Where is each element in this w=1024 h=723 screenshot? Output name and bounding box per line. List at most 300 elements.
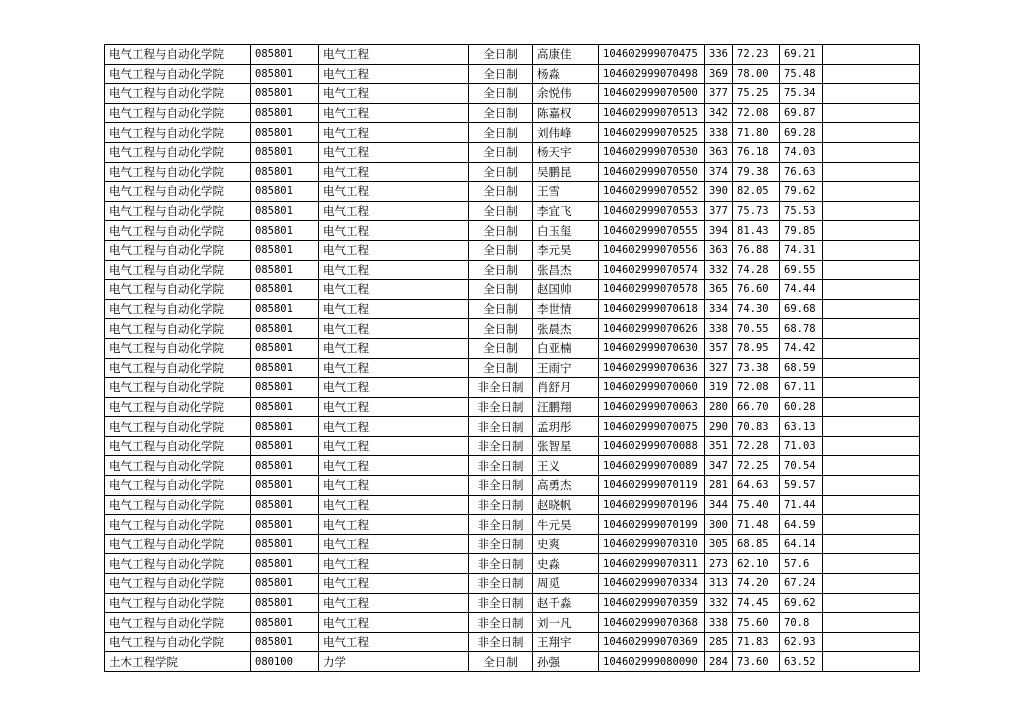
- cell-remark: [823, 299, 920, 319]
- cell-remark: [823, 397, 920, 417]
- cell-study-type: 全日制: [469, 123, 533, 143]
- cell-name: 吴鹏昆: [533, 162, 599, 182]
- cell-major-code: 085801: [251, 142, 319, 162]
- table-row: [105, 162, 920, 182]
- table-row: [105, 495, 920, 515]
- cell-major: 电气工程: [319, 476, 469, 496]
- cell-retest: 70.55: [733, 319, 780, 339]
- table-row: [105, 534, 920, 554]
- cell-college: 电气工程与自动化学院: [105, 593, 251, 613]
- table-row: [105, 652, 920, 672]
- cell-major-code: 085801: [251, 103, 319, 123]
- cell-study-type: 全日制: [469, 240, 533, 260]
- cell-retest: 62.10: [733, 554, 780, 574]
- cell-study-type: 全日制: [469, 319, 533, 339]
- cell-name: 刘一凡: [533, 613, 599, 633]
- cell-total: 71.03: [780, 436, 823, 456]
- cell-major: 电气工程: [319, 280, 469, 300]
- cell-major: 电气工程: [319, 201, 469, 221]
- cell-exam-id: 104602999070618: [599, 299, 705, 319]
- cell-study-type: 全日制: [469, 338, 533, 358]
- cell-major: 电气工程: [319, 162, 469, 182]
- cell-prelim: 305: [705, 534, 733, 554]
- cell-total: 79.85: [780, 221, 823, 241]
- cell-college: 土木工程学院: [105, 652, 251, 672]
- cell-college: 电气工程与自动化学院: [105, 495, 251, 515]
- cell-college: 电气工程与自动化学院: [105, 221, 251, 241]
- cell-retest: 74.20: [733, 574, 780, 594]
- cell-exam-id: 104602999070311: [599, 554, 705, 574]
- cell-name: 陈嘉权: [533, 103, 599, 123]
- cell-college: 电气工程与自动化学院: [105, 436, 251, 456]
- table-row: [105, 221, 920, 241]
- cell-exam-id: 104602999070199: [599, 515, 705, 535]
- cell-retest: 75.73: [733, 201, 780, 221]
- cell-major: 电气工程: [319, 260, 469, 280]
- cell-major: 电气工程: [319, 123, 469, 143]
- cell-exam-id: 104602999070475: [599, 45, 705, 65]
- cell-remark: [823, 495, 920, 515]
- cell-exam-id: 104602999070498: [599, 64, 705, 84]
- cell-major-code: 085801: [251, 495, 319, 515]
- cell-total: 68.59: [780, 358, 823, 378]
- cell-college: 电气工程与自动化学院: [105, 358, 251, 378]
- cell-name: 王义: [533, 456, 599, 476]
- cell-total: 70.54: [780, 456, 823, 476]
- cell-exam-id: 104602999070530: [599, 142, 705, 162]
- cell-exam-id: 104602999070626: [599, 319, 705, 339]
- table-row: [105, 240, 920, 260]
- cell-exam-id: 104602999070525: [599, 123, 705, 143]
- cell-remark: [823, 632, 920, 652]
- cell-remark: [823, 534, 920, 554]
- cell-exam-id: 104602999070060: [599, 378, 705, 398]
- cell-exam-id: 104602999070555: [599, 221, 705, 241]
- cell-total: 79.62: [780, 182, 823, 202]
- cell-remark: [823, 182, 920, 202]
- cell-remark: [823, 240, 920, 260]
- table-body: [105, 45, 920, 672]
- cell-study-type: 非全日制: [469, 574, 533, 594]
- table-row: [105, 515, 920, 535]
- cell-remark: [823, 162, 920, 182]
- cell-major: 电气工程: [319, 456, 469, 476]
- cell-retest: 75.40: [733, 495, 780, 515]
- cell-college: 电气工程与自动化学院: [105, 64, 251, 84]
- cell-major: 电气工程: [319, 142, 469, 162]
- cell-major: 电气工程: [319, 613, 469, 633]
- cell-exam-id: 104602999070089: [599, 456, 705, 476]
- cell-college: 电气工程与自动化学院: [105, 260, 251, 280]
- cell-exam-id: 104602999070368: [599, 613, 705, 633]
- cell-major: 电气工程: [319, 593, 469, 613]
- score-table: [104, 44, 920, 672]
- cell-remark: [823, 84, 920, 104]
- cell-prelim: 284: [705, 652, 733, 672]
- cell-college: 电气工程与自动化学院: [105, 515, 251, 535]
- cell-exam-id: 104602999070359: [599, 593, 705, 613]
- cell-major: 电气工程: [319, 515, 469, 535]
- cell-major-code: 085801: [251, 417, 319, 437]
- cell-exam-id: 104602999070636: [599, 358, 705, 378]
- cell-retest: 81.43: [733, 221, 780, 241]
- cell-total: 69.55: [780, 260, 823, 280]
- cell-study-type: 全日制: [469, 103, 533, 123]
- cell-name: 史爽: [533, 534, 599, 554]
- cell-retest: 76.18: [733, 142, 780, 162]
- cell-exam-id: 104602999070063: [599, 397, 705, 417]
- cell-college: 电气工程与自动化学院: [105, 142, 251, 162]
- cell-retest: 66.70: [733, 397, 780, 417]
- cell-major-code: 085801: [251, 574, 319, 594]
- cell-prelim: 342: [705, 103, 733, 123]
- cell-college: 电气工程与自动化学院: [105, 319, 251, 339]
- cell-remark: [823, 338, 920, 358]
- cell-retest: 70.83: [733, 417, 780, 437]
- cell-total: 60.28: [780, 397, 823, 417]
- cell-retest: 64.63: [733, 476, 780, 496]
- cell-prelim: 347: [705, 456, 733, 476]
- cell-major: 电气工程: [319, 45, 469, 65]
- cell-college: 电气工程与自动化学院: [105, 182, 251, 202]
- cell-name: 史淼: [533, 554, 599, 574]
- cell-retest: 71.83: [733, 632, 780, 652]
- cell-name: 孟玥彤: [533, 417, 599, 437]
- cell-study-type: 非全日制: [469, 456, 533, 476]
- cell-prelim: 390: [705, 182, 733, 202]
- cell-retest: 75.60: [733, 613, 780, 633]
- cell-college: 电气工程与自动化学院: [105, 162, 251, 182]
- cell-total: 76.63: [780, 162, 823, 182]
- table-row: [105, 182, 920, 202]
- cell-name: 牛元昊: [533, 515, 599, 535]
- cell-major-code: 085801: [251, 358, 319, 378]
- cell-total: 64.14: [780, 534, 823, 554]
- cell-prelim: 338: [705, 613, 733, 633]
- cell-study-type: 非全日制: [469, 534, 533, 554]
- cell-major-code: 085801: [251, 476, 319, 496]
- table-row: [105, 417, 920, 437]
- cell-total: 69.21: [780, 45, 823, 65]
- cell-retest: 82.05: [733, 182, 780, 202]
- cell-college: 电气工程与自动化学院: [105, 280, 251, 300]
- cell-prelim: 313: [705, 574, 733, 594]
- cell-prelim: 365: [705, 280, 733, 300]
- cell-study-type: 非全日制: [469, 436, 533, 456]
- cell-study-type: 全日制: [469, 182, 533, 202]
- cell-remark: [823, 378, 920, 398]
- cell-major: 电气工程: [319, 554, 469, 574]
- cell-prelim: 369: [705, 64, 733, 84]
- cell-name: 杨淼: [533, 64, 599, 84]
- cell-total: 69.68: [780, 299, 823, 319]
- cell-prelim: 344: [705, 495, 733, 515]
- cell-remark: [823, 123, 920, 143]
- cell-total: 57.6: [780, 554, 823, 574]
- cell-name: 张智星: [533, 436, 599, 456]
- table-row: [105, 319, 920, 339]
- cell-name: 李世情: [533, 299, 599, 319]
- cell-college: 电气工程与自动化学院: [105, 338, 251, 358]
- cell-exam-id: 104602999070553: [599, 201, 705, 221]
- cell-prelim: 363: [705, 142, 733, 162]
- cell-major-code: 085801: [251, 182, 319, 202]
- table-row: [105, 123, 920, 143]
- cell-college: 电气工程与自动化学院: [105, 378, 251, 398]
- cell-major-code: 085801: [251, 515, 319, 535]
- cell-major: 电气工程: [319, 632, 469, 652]
- cell-college: 电气工程与自动化学院: [105, 397, 251, 417]
- table-row: [105, 554, 920, 574]
- cell-study-type: 全日制: [469, 260, 533, 280]
- cell-remark: [823, 221, 920, 241]
- cell-college: 电气工程与自动化学院: [105, 456, 251, 476]
- cell-study-type: 非全日制: [469, 515, 533, 535]
- cell-prelim: 351: [705, 436, 733, 456]
- cell-total: 59.57: [780, 476, 823, 496]
- table-row: [105, 84, 920, 104]
- cell-major-code: 085801: [251, 260, 319, 280]
- cell-prelim: 300: [705, 515, 733, 535]
- cell-prelim: 332: [705, 593, 733, 613]
- cell-exam-id: 104602999070088: [599, 436, 705, 456]
- cell-study-type: 非全日制: [469, 397, 533, 417]
- cell-name: 高康佳: [533, 45, 599, 65]
- cell-study-type: 全日制: [469, 299, 533, 319]
- cell-study-type: 非全日制: [469, 476, 533, 496]
- cell-college: 电气工程与自动化学院: [105, 476, 251, 496]
- cell-prelim: 334: [705, 299, 733, 319]
- cell-name: 高勇杰: [533, 476, 599, 496]
- cell-retest: 72.08: [733, 103, 780, 123]
- cell-major-code: 085801: [251, 613, 319, 633]
- cell-name: 李元昊: [533, 240, 599, 260]
- cell-study-type: 全日制: [469, 201, 533, 221]
- cell-study-type: 全日制: [469, 358, 533, 378]
- cell-major-code: 085801: [251, 201, 319, 221]
- cell-retest: 72.25: [733, 456, 780, 476]
- table-row: [105, 299, 920, 319]
- cell-total: 71.44: [780, 495, 823, 515]
- cell-remark: [823, 358, 920, 378]
- cell-remark: [823, 476, 920, 496]
- cell-name: 王雪: [533, 182, 599, 202]
- cell-college: 电气工程与自动化学院: [105, 632, 251, 652]
- cell-retest: 74.28: [733, 260, 780, 280]
- cell-major-code: 085801: [251, 123, 319, 143]
- cell-study-type: 非全日制: [469, 613, 533, 633]
- cell-study-type: 全日制: [469, 45, 533, 65]
- cell-name: 肖舒月: [533, 378, 599, 398]
- cell-major-code: 085801: [251, 338, 319, 358]
- cell-study-type: 全日制: [469, 84, 533, 104]
- cell-college: 电气工程与自动化学院: [105, 45, 251, 65]
- cell-college: 电气工程与自动化学院: [105, 240, 251, 260]
- cell-major-code: 085801: [251, 436, 319, 456]
- cell-name: 白玉玺: [533, 221, 599, 241]
- cell-exam-id: 104602999070550: [599, 162, 705, 182]
- table-row: [105, 378, 920, 398]
- cell-retest: 73.38: [733, 358, 780, 378]
- cell-total: 70.8: [780, 613, 823, 633]
- cell-exam-id: 104602999070578: [599, 280, 705, 300]
- table-row: [105, 45, 920, 65]
- cell-remark: [823, 554, 920, 574]
- cell-name: 白亚楠: [533, 338, 599, 358]
- cell-remark: [823, 260, 920, 280]
- cell-major: 电气工程: [319, 534, 469, 554]
- cell-college: 电气工程与自动化学院: [105, 613, 251, 633]
- cell-retest: 68.85: [733, 534, 780, 554]
- cell-retest: 71.48: [733, 515, 780, 535]
- cell-total: 75.34: [780, 84, 823, 104]
- cell-major-code: 085801: [251, 397, 319, 417]
- cell-major: 电气工程: [319, 319, 469, 339]
- cell-major: 电气工程: [319, 338, 469, 358]
- cell-major: 电气工程: [319, 64, 469, 84]
- cell-total: 74.42: [780, 338, 823, 358]
- cell-prelim: 280: [705, 397, 733, 417]
- cell-name: 李宜飞: [533, 201, 599, 221]
- cell-major-code: 085801: [251, 162, 319, 182]
- cell-retest: 72.23: [733, 45, 780, 65]
- cell-prelim: 377: [705, 201, 733, 221]
- cell-study-type: 非全日制: [469, 495, 533, 515]
- cell-retest: 74.30: [733, 299, 780, 319]
- cell-total: 67.11: [780, 378, 823, 398]
- cell-study-type: 非全日制: [469, 593, 533, 613]
- table-row: [105, 613, 920, 633]
- cell-college: 电气工程与自动化学院: [105, 574, 251, 594]
- cell-exam-id: 104602999070556: [599, 240, 705, 260]
- cell-total: 69.62: [780, 593, 823, 613]
- cell-prelim: 285: [705, 632, 733, 652]
- cell-major-code: 085801: [251, 45, 319, 65]
- table-row: [105, 593, 920, 613]
- cell-major-code: 085801: [251, 632, 319, 652]
- cell-total: 74.44: [780, 280, 823, 300]
- cell-retest: 79.38: [733, 162, 780, 182]
- cell-major-code: 085801: [251, 64, 319, 84]
- cell-name: 汪鹏翔: [533, 397, 599, 417]
- cell-exam-id: 104602999070630: [599, 338, 705, 358]
- cell-major: 电气工程: [319, 221, 469, 241]
- cell-total: 63.52: [780, 652, 823, 672]
- cell-exam-id: 104602999070513: [599, 103, 705, 123]
- cell-prelim: 327: [705, 358, 733, 378]
- cell-major-code: 085801: [251, 554, 319, 574]
- cell-study-type: 全日制: [469, 280, 533, 300]
- cell-study-type: 全日制: [469, 142, 533, 162]
- cell-prelim: 357: [705, 338, 733, 358]
- cell-major: 电气工程: [319, 436, 469, 456]
- cell-retest: 71.80: [733, 123, 780, 143]
- cell-total: 67.24: [780, 574, 823, 594]
- cell-total: 74.03: [780, 142, 823, 162]
- cell-retest: 78.95: [733, 338, 780, 358]
- cell-major-code: 085801: [251, 319, 319, 339]
- cell-total: 62.93: [780, 632, 823, 652]
- cell-total: 64.59: [780, 515, 823, 535]
- cell-prelim: 290: [705, 417, 733, 437]
- cell-major: 电气工程: [319, 417, 469, 437]
- cell-exam-id: 104602999070334: [599, 574, 705, 594]
- cell-major-code: 085801: [251, 240, 319, 260]
- cell-prelim: 336: [705, 45, 733, 65]
- cell-major: 电气工程: [319, 84, 469, 104]
- cell-remark: [823, 574, 920, 594]
- cell-major-code: 080100: [251, 652, 319, 672]
- table-row: [105, 260, 920, 280]
- cell-college: 电气工程与自动化学院: [105, 84, 251, 104]
- cell-college: 电气工程与自动化学院: [105, 299, 251, 319]
- cell-major: 电气工程: [319, 182, 469, 202]
- cell-retest: 75.25: [733, 84, 780, 104]
- cell-total: 75.48: [780, 64, 823, 84]
- cell-exam-id: 104602999070310: [599, 534, 705, 554]
- cell-remark: [823, 456, 920, 476]
- table-row: [105, 142, 920, 162]
- cell-remark: [823, 64, 920, 84]
- cell-major-code: 085801: [251, 534, 319, 554]
- cell-prelim: 374: [705, 162, 733, 182]
- cell-name: 张晨杰: [533, 319, 599, 339]
- table-row: [105, 103, 920, 123]
- cell-major-code: 085801: [251, 221, 319, 241]
- cell-major: 电气工程: [319, 103, 469, 123]
- cell-study-type: 非全日制: [469, 417, 533, 437]
- cell-total: 74.31: [780, 240, 823, 260]
- cell-major-code: 085801: [251, 593, 319, 613]
- cell-name: 余悦伟: [533, 84, 599, 104]
- cell-total: 68.78: [780, 319, 823, 339]
- cell-major: 电气工程: [319, 397, 469, 417]
- cell-college: 电气工程与自动化学院: [105, 534, 251, 554]
- table-row: [105, 397, 920, 417]
- table-row: [105, 632, 920, 652]
- cell-remark: [823, 652, 920, 672]
- table-row: [105, 574, 920, 594]
- cell-retest: 74.45: [733, 593, 780, 613]
- cell-exam-id: 104602999070196: [599, 495, 705, 515]
- table-row: [105, 358, 920, 378]
- cell-college: 电气工程与自动化学院: [105, 103, 251, 123]
- cell-name: 王雨宁: [533, 358, 599, 378]
- cell-name: 张昌杰: [533, 260, 599, 280]
- cell-prelim: 273: [705, 554, 733, 574]
- cell-major-code: 085801: [251, 280, 319, 300]
- cell-remark: [823, 593, 920, 613]
- cell-study-type: 非全日制: [469, 554, 533, 574]
- cell-retest: 72.28: [733, 436, 780, 456]
- cell-major: 电气工程: [319, 495, 469, 515]
- cell-major-code: 085801: [251, 299, 319, 319]
- cell-prelim: 363: [705, 240, 733, 260]
- cell-major: 力学: [319, 652, 469, 672]
- cell-name: 赵晓帆: [533, 495, 599, 515]
- cell-remark: [823, 319, 920, 339]
- cell-remark: [823, 201, 920, 221]
- cell-retest: 73.60: [733, 652, 780, 672]
- cell-major: 电气工程: [319, 299, 469, 319]
- cell-exam-id: 104602999080090: [599, 652, 705, 672]
- cell-remark: [823, 417, 920, 437]
- cell-remark: [823, 613, 920, 633]
- cell-study-type: 全日制: [469, 64, 533, 84]
- table-row: [105, 436, 920, 456]
- table-row: [105, 201, 920, 221]
- cell-exam-id: 104602999070119: [599, 476, 705, 496]
